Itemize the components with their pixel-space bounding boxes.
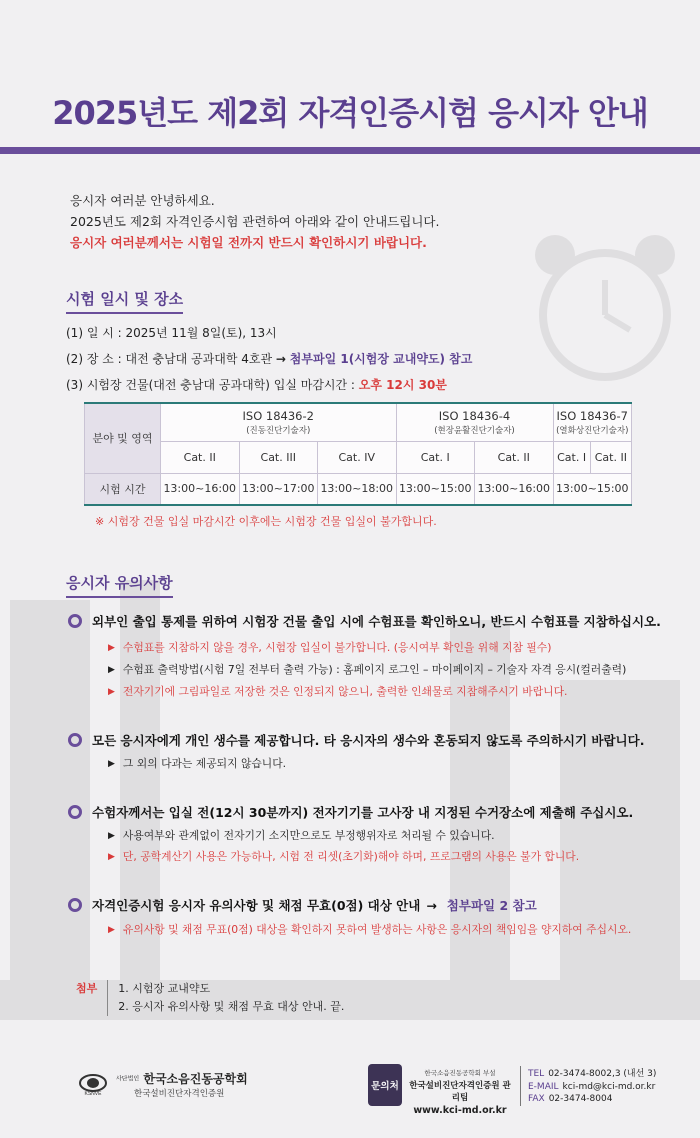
category-cell: Cat. II xyxy=(161,441,240,473)
intro-text xyxy=(70,190,439,253)
cautions-heading: 응시자 유의사항 xyxy=(66,572,173,598)
category-cell: Cat. III xyxy=(239,441,318,473)
attachment-1-link[interactable]: 첨부파일 1(시험장 교내약도) 참고 xyxy=(289,352,473,366)
circle-bullet-icon xyxy=(68,805,82,819)
category-cell: Cat. II xyxy=(475,441,554,473)
group-std: ISO 18436-4 xyxy=(438,408,511,423)
caution-item-3 xyxy=(68,803,633,821)
triangle-bullet-icon: ▶ xyxy=(108,642,115,653)
fax-value: 02-3474-8004 xyxy=(548,1094,613,1104)
caution-sub xyxy=(108,922,631,937)
schedule-deadline-time: 오후 12시 30분 xyxy=(358,378,447,392)
attachment-2-link[interactable]: 첨부파일 2 참고 xyxy=(446,898,537,913)
schedule-place xyxy=(66,346,472,372)
org-logo-icon xyxy=(78,1074,108,1096)
schedule-deadline-text: (3) 시험장 건물(대전 충남대 공과대학) 입실 마감시간 : xyxy=(66,378,355,392)
caution-sub-text: 수험표 출력방법(시험 7일 전부터 출력 가능) : 홈페이지 로그인 – 마이페이지 – 기술자 자격 응시(컬러출력) xyxy=(122,663,627,676)
tel-value: 02-3474-8002,3 (내선 3) xyxy=(548,1069,657,1079)
schedule-date: (1) 일 시 : 2025년 11월 8일(토), 13시 xyxy=(66,326,277,340)
website-link[interactable]: www.kci-md.or.kr xyxy=(413,1105,507,1116)
time-cell: 13:00~15:00 xyxy=(553,473,632,505)
caution-sub-text: 그 외의 다과는 제공되지 않습니다. xyxy=(122,757,287,770)
triangle-bullet-icon: ▶ xyxy=(108,686,115,697)
contact-badge: 문의처 xyxy=(368,1064,402,1106)
time-label-cell: 시험 시간 xyxy=(85,473,161,505)
group-header xyxy=(396,403,553,441)
caution-item-2 xyxy=(68,731,644,749)
logo-caption: KSNVE xyxy=(84,1091,102,1097)
tel-line xyxy=(528,1068,656,1081)
caution-sub xyxy=(108,662,626,677)
time-cell: 13:00~16:00 xyxy=(475,473,554,505)
triangle-bullet-icon: ▶ xyxy=(108,758,115,769)
caution-sub xyxy=(108,849,579,864)
attachment-label: 첨부 xyxy=(76,980,108,1016)
caution-item-1 xyxy=(68,612,661,630)
caution-sub-text: 수험표를 지참하지 않을 경우, 시험장 입실이 불가합니다. (응시여부 확인을 위해 지참 필수) xyxy=(122,641,552,654)
schedule-place-text: (2) 장 소 : 대전 충남대 공과대학 4호관 xyxy=(66,352,273,366)
group-std: ISO 18436-7 xyxy=(556,408,628,423)
arrow-icon: → xyxy=(275,352,286,366)
caution-text: 외부인 출입 통제를 위하여 시험장 건물 출입 시에 수험표를 확인하오니, 반드시 수험표를 지참하십시오. xyxy=(92,614,661,629)
category-cell: Cat. I xyxy=(553,441,590,473)
contact-details xyxy=(528,1068,656,1106)
schedule-list xyxy=(66,320,472,398)
circle-bullet-icon xyxy=(68,898,82,912)
caution-sub-text: 단, 공학계산기 사용은 가능하나, 시험 전 리셋(초기화)해야 하며, 프로그램의 사용은 불가 합니다. xyxy=(122,850,580,863)
intro-greeting: 응시자 여러분 안녕하세요. xyxy=(70,193,215,208)
intro-body: 2025년도 제2회 자격인증시험 관련하여 아래와 같이 안내드립니다. xyxy=(70,214,440,229)
caution-text: 자격인증시험 응시자 유의사항 및 채점 무효(0점) 대상 안내 xyxy=(92,898,421,913)
email-line xyxy=(528,1081,656,1094)
org-name: 한국소음진동공학회 xyxy=(143,1072,248,1086)
caution-sub xyxy=(108,828,495,843)
org-block xyxy=(78,1072,248,1099)
group-std: ISO 18436-2 xyxy=(242,408,314,423)
triangle-bullet-icon: ▶ xyxy=(108,830,115,841)
group-header xyxy=(553,403,632,441)
org-small: 사단법인 xyxy=(116,1075,140,1083)
schedule-heading: 시험 일시 및 장소 xyxy=(66,288,183,314)
caution-text: 수험자께서는 입실 전(12시 30분까지) 전자기기를 고사장 내 지정된 수거장소에 제출해 주십시오. xyxy=(92,805,634,820)
caution-sub-text: 전자기기에 그림파일로 저장한 것은 인정되지 않으니, 출력한 인쇄물로 지참해주시기 바랍니다. xyxy=(122,685,568,698)
time-cell: 13:00~16:00 xyxy=(161,473,240,505)
schedule-deadline xyxy=(66,372,472,398)
triangle-bullet-icon: ▶ xyxy=(108,924,115,935)
circle-bullet-icon xyxy=(68,733,82,747)
caution-sub-text: 유의사항 및 채점 무표(0점) 대상을 확인하지 못하여 발생하는 사항은 응시자의 책임임을 양지하여 주십시오. xyxy=(122,923,632,936)
fax-key: FAX xyxy=(528,1094,545,1104)
tel-key: TEL xyxy=(528,1069,545,1079)
attachment-item: 2. 응시자 유의사항 및 채점 무효 대상 안내. 끝. xyxy=(118,1000,345,1013)
triangle-bullet-icon: ▶ xyxy=(108,851,115,862)
title-underline xyxy=(0,147,700,154)
circle-bullet-icon xyxy=(68,614,82,628)
contact-dept xyxy=(408,1068,512,1116)
group-sub: (열화상진단기술자) xyxy=(556,425,629,436)
category-cell: Cat. I xyxy=(396,441,475,473)
attachment-item: 1. 시험장 교내약도 xyxy=(118,982,211,995)
field-label-cell: 분야 및 영역 xyxy=(85,403,161,473)
clock-illustration xyxy=(520,220,690,390)
category-cell: Cat. II xyxy=(590,441,631,473)
exam-schedule-table xyxy=(84,402,632,506)
category-cell: Cat. IV xyxy=(318,441,397,473)
org-sub: 한국설비진단자격인증원 xyxy=(134,1088,225,1099)
dept-small: 한국소음진동공학회 부설 xyxy=(424,1069,496,1077)
caution-sub xyxy=(108,756,286,771)
group-sub: (현장윤활진단기술자) xyxy=(434,425,515,436)
footer-divider xyxy=(520,1066,521,1106)
caution-text: 모든 응시자에게 개인 생수를 제공합니다. 타 응시자의 생수와 혼동되지 않도록 주의하시기 바랍니다. xyxy=(92,733,645,748)
email-key: E-MAIL xyxy=(528,1081,559,1092)
intro-warning: 응시자 여러분께서는 시험일 전까지 반드시 확인하시기 바랍니다. xyxy=(70,235,427,250)
caution-sub-text: 사용여부와 관계없이 전자기기 소지만으로도 부정행위자로 처리될 수 있습니다. xyxy=(122,829,495,842)
time-cell: 13:00~15:00 xyxy=(396,473,475,505)
fax-line xyxy=(528,1093,656,1106)
email-value[interactable]: kci-md@kci-md.or.kr xyxy=(562,1081,656,1092)
dept-name: 한국설비진단자격인증원 관리팀 xyxy=(409,1081,511,1103)
time-cell: 13:00~18:00 xyxy=(318,473,397,505)
triangle-bullet-icon: ▶ xyxy=(108,664,115,675)
attachment-items xyxy=(118,980,344,1016)
group-sub: (진동진단기술자) xyxy=(246,425,311,436)
group-header xyxy=(161,403,397,441)
books-illustration xyxy=(0,560,700,1040)
time-cell: 13:00~17:00 xyxy=(239,473,318,505)
caution-item-4 xyxy=(68,896,537,914)
attachment-list xyxy=(76,980,344,1016)
caution-sub xyxy=(108,684,567,699)
page-title: 2025년도 제2회 자격인증시험 응시자 안내 xyxy=(52,94,648,132)
table-notice: ※ 시험장 건물 입실 마감시간 이후에는 시험장 건물 입실이 불가합니다. xyxy=(95,515,437,528)
org-name-line xyxy=(116,1072,248,1087)
caution-sub xyxy=(108,640,551,655)
arrow-icon: → xyxy=(426,897,437,913)
